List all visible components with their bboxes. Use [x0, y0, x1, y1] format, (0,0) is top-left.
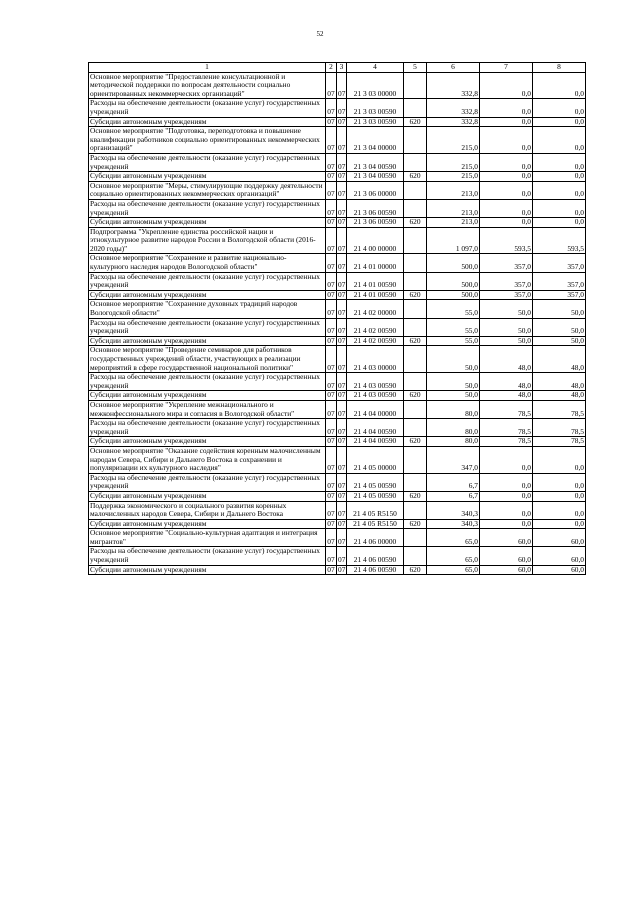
amount-col8: 0,0 — [533, 181, 586, 199]
section-code: 07 — [326, 72, 337, 99]
table-row — [89, 437, 586, 447]
amount-col8: 78,5 — [533, 437, 586, 447]
amount-col6: 65,0 — [427, 547, 480, 565]
target-article-code: 21 4 04 00590 — [347, 437, 404, 447]
row-name: Расходы на обеспечение деятельности (оказание услуг) государственных учреждений — [89, 318, 326, 336]
amount-col8: 50,0 — [533, 300, 586, 318]
page-number: 52 — [316, 30, 324, 38]
amount-col7: 0,0 — [480, 501, 533, 519]
amount-col8: 0,0 — [533, 491, 586, 501]
table-row — [89, 227, 586, 254]
row-name: Субсидии автономным учреждениям — [89, 519, 326, 529]
expense-type-code: 620 — [404, 218, 427, 228]
target-article-code: 21 4 03 00000 — [347, 346, 404, 373]
amount-col6: 215,0 — [427, 172, 480, 182]
row-name: Субсидии автономным учреждениям — [89, 117, 326, 127]
amount-col8: 48,0 — [533, 391, 586, 401]
section-code: 07 — [326, 227, 337, 254]
amount-col7: 50,0 — [480, 318, 533, 336]
subsection-code: 07 — [337, 529, 347, 547]
section-code: 07 — [326, 127, 337, 154]
amount-col8: 0,0 — [533, 446, 586, 473]
header-cell: 8 — [533, 63, 586, 73]
subsection-code: 07 — [337, 199, 347, 217]
amount-col8: 593,5 — [533, 227, 586, 254]
amount-col6: 6,7 — [427, 491, 480, 501]
target-article-code: 21 4 01 00590 — [347, 290, 404, 300]
expense-type-code — [404, 501, 427, 519]
table-row — [89, 272, 586, 290]
target-article-code: 21 4 06 00000 — [347, 529, 404, 547]
table-row — [89, 547, 586, 565]
subsection-code: 07 — [337, 473, 347, 491]
table-body — [89, 72, 586, 575]
amount-col7: 48,0 — [480, 346, 533, 373]
expense-type-code — [404, 547, 427, 565]
expense-type-code: 620 — [404, 336, 427, 346]
table-row — [89, 473, 586, 491]
row-name: Расходы на обеспечение деятельности (оказание услуг) государственных учреждений — [89, 153, 326, 171]
table-row — [89, 254, 586, 272]
subsection-code: 07 — [337, 346, 347, 373]
table-row — [89, 400, 586, 418]
expense-type-code — [404, 300, 427, 318]
amount-col6: 1 097,0 — [427, 227, 480, 254]
target-article-code: 21 3 03 00000 — [347, 72, 404, 99]
amount-col7: 78,5 — [480, 400, 533, 418]
table-row — [89, 419, 586, 437]
table-row — [89, 127, 586, 154]
amount-col7: 48,0 — [480, 373, 533, 391]
amount-col8: 60,0 — [533, 565, 586, 575]
budget-table — [88, 62, 586, 575]
expense-type-code — [404, 346, 427, 373]
target-article-code: 21 4 05 00590 — [347, 473, 404, 491]
amount-col6: 50,0 — [427, 391, 480, 401]
amount-col6: 55,0 — [427, 318, 480, 336]
target-article-code: 21 4 05 R5150 — [347, 501, 404, 519]
amount-col8: 0,0 — [533, 127, 586, 154]
table-row — [89, 565, 586, 575]
amount-col7: 0,0 — [480, 99, 533, 117]
row-name: Основное мероприятие "Предоставление консультационной и методической поддержки по вопросам деятельности социально ориентированных некоммерческих организаций" — [89, 72, 326, 99]
amount-col8: 0,0 — [533, 72, 586, 99]
section-code: 07 — [327, 336, 335, 345]
expense-type-code: 620 — [404, 391, 427, 401]
amount-col6: 347,0 — [427, 446, 480, 473]
expense-type-code: 620 — [404, 117, 427, 127]
amount-col8: 0,0 — [533, 153, 586, 171]
amount-col8: 0,0 — [533, 117, 586, 127]
table-row — [89, 491, 586, 501]
amount-col6: 213,0 — [427, 199, 480, 217]
header-cell: 5 — [404, 63, 427, 73]
target-article-code: 21 4 05 00590 — [347, 491, 404, 501]
table-row — [89, 519, 586, 529]
amount-col7: 0,0 — [480, 72, 533, 99]
amount-col6: 50,0 — [427, 346, 480, 373]
expense-type-code — [404, 400, 427, 418]
subsection-code: 07 — [337, 373, 347, 391]
amount-col7: 0,0 — [480, 491, 533, 501]
row-name: Основное мероприятие "Проведение семинаров для работников государственных учреждений области, участвующих в реализации мероприятий в сфере государственной национальной политики" — [89, 346, 326, 373]
section-code: 07 — [327, 519, 335, 528]
section-code: 07 — [326, 153, 337, 171]
expense-type-code — [404, 72, 427, 99]
amount-col8: 48,0 — [533, 346, 586, 373]
section-code: 07 — [326, 300, 337, 318]
table-row — [89, 199, 586, 217]
section-code: 07 — [327, 565, 335, 574]
amount-col7: 0,0 — [480, 446, 533, 473]
section-code: 07 — [326, 373, 337, 391]
header-cell: 7 — [480, 63, 533, 73]
amount-col6: 213,0 — [427, 218, 480, 228]
expense-type-code: 620 — [404, 491, 427, 501]
amount-col6: 65,0 — [427, 565, 480, 575]
expense-type-code — [404, 153, 427, 171]
amount-col8: 0,0 — [533, 519, 586, 529]
table-row — [89, 218, 586, 228]
section-code: 07 — [327, 117, 335, 126]
target-article-code: 21 3 03 00590 — [347, 117, 404, 127]
row-name: Субсидии автономным учреждениям — [89, 565, 326, 575]
target-article-code: 21 4 03 00590 — [347, 373, 404, 391]
amount-col7: 0,0 — [480, 172, 533, 182]
expense-type-code — [404, 272, 427, 290]
row-name: Подпрограмма "Укрепление единства российской нации и этнокультурное развитие народов России в Вологодской области (2016-2020 годы)" — [89, 227, 326, 254]
header-cell: 6 — [427, 63, 480, 73]
amount-col7: 50,0 — [480, 336, 533, 346]
table-row — [89, 391, 586, 401]
table-row — [89, 72, 586, 99]
row-name: Основное мероприятие "Социально-культурная адаптация и интеграция мигрантов" — [89, 529, 326, 547]
row-name: Субсидии автономным учреждениям — [89, 491, 326, 501]
table-row — [89, 300, 586, 318]
section-code: 07 — [326, 529, 337, 547]
subsection-code: 07 — [338, 436, 346, 446]
subsection-code: 07 — [337, 153, 347, 171]
row-name: Расходы на обеспечение деятельности (оказание услуг) государственных учреждений — [89, 473, 326, 491]
expense-type-code: 620 — [404, 172, 427, 182]
row-name: Основное мероприятие "Сохранение духовных традиций народов Вологодской области" — [89, 300, 326, 318]
target-article-code: 21 4 05 R5150 — [347, 519, 404, 529]
section-code: 07 — [326, 501, 337, 519]
expense-type-code — [404, 419, 427, 437]
amount-col6: 215,0 — [427, 127, 480, 154]
table-row — [89, 446, 586, 473]
amount-col7: 60,0 — [480, 529, 533, 547]
amount-col8: 50,0 — [533, 318, 586, 336]
amount-col6: 500,0 — [427, 254, 480, 272]
section-code: 07 — [326, 400, 337, 418]
amount-col7: 78,5 — [480, 419, 533, 437]
amount-col7: 50,0 — [480, 300, 533, 318]
subsection-code: 07 — [337, 227, 347, 254]
amount-col8: 60,0 — [533, 529, 586, 547]
row-name: Субсидии автономным учреждениям — [89, 437, 326, 447]
section-code: 07 — [326, 199, 337, 217]
amount-col6: 6,7 — [427, 473, 480, 491]
expense-type-code — [404, 127, 427, 154]
row-name: Расходы на обеспечение деятельности (оказание услуг) государственных учреждений — [89, 99, 326, 117]
row-name: Расходы на обеспечение деятельности (оказание услуг) государственных учреждений — [89, 547, 326, 565]
expense-type-code — [404, 318, 427, 336]
amount-col8: 357,0 — [533, 272, 586, 290]
section-code: 07 — [326, 446, 337, 473]
amount-col7: 78,5 — [480, 437, 533, 447]
amount-col8: 60,0 — [533, 547, 586, 565]
table-row — [89, 373, 586, 391]
row-name: Расходы на обеспечение деятельности (оказание услуг) государственных учреждений — [89, 272, 326, 290]
table-row — [89, 153, 586, 171]
subsection-code: 07 — [337, 72, 347, 99]
expense-type-code — [404, 99, 427, 117]
subsection-code: 07 — [338, 171, 346, 181]
expense-type-code — [404, 529, 427, 547]
expense-type-code: 620 — [404, 519, 427, 529]
expense-type-code — [404, 473, 427, 491]
amount-col7: 357,0 — [480, 254, 533, 272]
amount-col7: 0,0 — [480, 181, 533, 199]
amount-col8: 78,5 — [533, 400, 586, 418]
amount-col6: 332,8 — [427, 117, 480, 127]
target-article-code: 21 4 06 00590 — [347, 565, 404, 575]
subsection-code: 07 — [337, 318, 347, 336]
expense-type-code — [404, 181, 427, 199]
row-name: Основное мероприятие "Оказание содействия коренным малочисленным народам Севера, Сибири и Дальнего Востока в сохранении и популяризации их культурного наследия" — [89, 446, 326, 473]
subsection-code: 07 — [338, 117, 346, 126]
table-row — [89, 99, 586, 117]
section-code: 07 — [327, 290, 335, 299]
table-row — [89, 172, 586, 182]
subsection-code: 07 — [337, 446, 347, 473]
row-name: Расходы на обеспечение деятельности (оказание услуг) государственных учреждений — [89, 199, 326, 217]
target-article-code: 21 3 03 00590 — [347, 99, 404, 117]
section-code: 07 — [326, 419, 337, 437]
expense-type-code — [404, 227, 427, 254]
amount-col8: 48,0 — [533, 373, 586, 391]
subsection-code: 07 — [337, 127, 347, 154]
subsection-code: 07 — [337, 254, 347, 272]
amount-col6: 55,0 — [427, 300, 480, 318]
amount-col8: 50,0 — [533, 336, 586, 346]
amount-col7: 48,0 — [480, 391, 533, 401]
subsection-code: 07 — [338, 519, 346, 528]
subsection-code: 07 — [337, 419, 347, 437]
amount-col7: 357,0 — [480, 272, 533, 290]
table-row — [89, 346, 586, 373]
target-article-code: 21 4 05 00000 — [347, 446, 404, 473]
header-row — [89, 63, 586, 73]
subsection-code: 07 — [337, 547, 347, 565]
header-cell: 4 — [347, 63, 404, 73]
section-code: 07 — [327, 436, 335, 446]
amount-col6: 332,8 — [427, 99, 480, 117]
table-row — [89, 290, 586, 300]
expense-type-code: 620 — [404, 565, 427, 575]
header-cell: 2 — [326, 63, 337, 73]
amount-col6: 213,0 — [427, 181, 480, 199]
row-name: Расходы на обеспечение деятельности (оказание услуг) государственных учреждений — [89, 419, 326, 437]
target-article-code: 21 4 00 00000 — [347, 227, 404, 254]
subsection-code: 07 — [337, 181, 347, 199]
subsection-code: 07 — [338, 491, 346, 500]
section-code: 07 — [326, 181, 337, 199]
row-name: Субсидии автономным учреждениям — [89, 172, 326, 182]
section-code: 07 — [327, 171, 335, 181]
amount-col6: 80,0 — [427, 400, 480, 418]
subsection-code: 07 — [337, 400, 347, 418]
table-row — [89, 181, 586, 199]
section-code: 07 — [326, 99, 337, 117]
target-article-code: 21 3 06 00000 — [347, 181, 404, 199]
target-article-code: 21 4 04 00000 — [347, 400, 404, 418]
table-row — [89, 336, 586, 346]
amount-col8: 78,5 — [533, 419, 586, 437]
expense-type-code — [404, 373, 427, 391]
subsection-code: 07 — [338, 390, 346, 400]
expense-type-code: 620 — [404, 437, 427, 447]
expense-type-code: 620 — [404, 290, 427, 300]
amount-col8: 357,0 — [533, 254, 586, 272]
section-code: 07 — [326, 346, 337, 373]
amount-col6: 215,0 — [427, 153, 480, 171]
subsection-code: 07 — [337, 272, 347, 290]
target-article-code: 21 3 04 00590 — [347, 172, 404, 182]
target-article-code: 21 4 03 00590 — [347, 391, 404, 401]
amount-col7: 0,0 — [480, 519, 533, 529]
subsection-code: 07 — [338, 336, 346, 345]
amount-col6: 340,3 — [427, 519, 480, 529]
amount-col8: 0,0 — [533, 99, 586, 117]
amount-col7: 0,0 — [480, 199, 533, 217]
section-code: 07 — [327, 491, 335, 500]
amount-col8: 0,0 — [533, 172, 586, 182]
target-article-code: 21 3 04 00000 — [347, 127, 404, 154]
expense-type-code — [404, 199, 427, 217]
section-code: 07 — [326, 318, 337, 336]
row-name: Основное мероприятие "Меры, стимулирующие поддержку деятельности социально ориентированных некоммерческих организаций" — [89, 181, 326, 199]
subsection-code: 07 — [338, 290, 346, 299]
header-cell: 1 — [89, 63, 326, 73]
row-name: Основное мероприятие "Сохранение и развитие национально-культурного наследия народов Вологодской области" — [89, 254, 326, 272]
target-article-code: 21 4 02 00590 — [347, 336, 404, 346]
amount-col6: 332,8 — [427, 72, 480, 99]
amount-col8: 0,0 — [533, 199, 586, 217]
amount-col6: 500,0 — [427, 290, 480, 300]
amount-col8: 357,0 — [533, 290, 586, 300]
amount-col7: 60,0 — [480, 565, 533, 575]
section-code: 07 — [327, 217, 335, 227]
target-article-code: 21 3 06 00590 — [347, 199, 404, 217]
row-name: Основное мероприятие "Подготовка, переподготовка и повышение квалификации работников социально ориентированных некоммерческих организаций" — [89, 127, 326, 154]
expense-type-code — [404, 254, 427, 272]
amount-col8: 0,0 — [533, 218, 586, 228]
table-row — [89, 318, 586, 336]
amount-col7: 0,0 — [480, 117, 533, 127]
amount-col7: 0,0 — [480, 153, 533, 171]
amount-col7: 0,0 — [480, 127, 533, 154]
subsection-code: 07 — [338, 565, 346, 574]
amount-col6: 80,0 — [427, 419, 480, 437]
amount-col7: 60,0 — [480, 547, 533, 565]
amount-col6: 55,0 — [427, 336, 480, 346]
target-article-code: 21 4 06 00590 — [347, 547, 404, 565]
row-name: Расходы на обеспечение деятельности (оказание услуг) государственных учреждений — [89, 373, 326, 391]
target-article-code: 21 4 02 00000 — [347, 300, 404, 318]
section-code: 07 — [326, 272, 337, 290]
target-article-code: 21 3 04 00590 — [347, 153, 404, 171]
table-row — [89, 501, 586, 519]
subsection-code: 07 — [337, 99, 347, 117]
amount-col6: 500,0 — [427, 272, 480, 290]
section-code: 07 — [326, 473, 337, 491]
section-code: 07 — [326, 254, 337, 272]
amount-col7: 0,0 — [480, 473, 533, 491]
subsection-code: 07 — [337, 300, 347, 318]
amount-col7: 593,5 — [480, 227, 533, 254]
target-article-code: 21 4 01 00590 — [347, 272, 404, 290]
row-name: Субсидии автономным учреждениям — [89, 336, 326, 346]
expense-type-code — [404, 446, 427, 473]
header-cell: 3 — [337, 63, 347, 73]
section-code: 07 — [327, 390, 335, 400]
row-name: Субсидии автономным учреждениям — [89, 218, 326, 228]
row-name: Субсидии автономным учреждениям — [89, 391, 326, 401]
amount-col6: 340,3 — [427, 501, 480, 519]
table-row — [89, 529, 586, 547]
amount-col6: 80,0 — [427, 437, 480, 447]
target-article-code: 21 3 06 00590 — [347, 218, 404, 228]
amount-col7: 0,0 — [480, 218, 533, 228]
section-code: 07 — [326, 547, 337, 565]
subsection-code: 07 — [338, 217, 346, 227]
target-article-code: 21 4 04 00590 — [347, 419, 404, 437]
amount-col8: 0,0 — [533, 501, 586, 519]
amount-col6: 50,0 — [427, 373, 480, 391]
row-name: Основное мероприятие "Укрепление межнационального и межконфессионального мира и согласия в Вологодской области" — [89, 400, 326, 418]
row-name: Субсидии автономным учреждениям — [89, 290, 326, 300]
subsection-code: 07 — [337, 501, 347, 519]
target-article-code: 21 4 02 00590 — [347, 318, 404, 336]
row-name: Поддержка экономического и социального развития коренных малочисленных народов Севера, Сибири и Дальнего Востока — [89, 501, 326, 519]
target-article-code: 21 4 01 00000 — [347, 254, 404, 272]
amount-col8: 0,0 — [533, 473, 586, 491]
table-row — [89, 117, 586, 127]
amount-col7: 357,0 — [480, 290, 533, 300]
amount-col6: 65,0 — [427, 529, 480, 547]
